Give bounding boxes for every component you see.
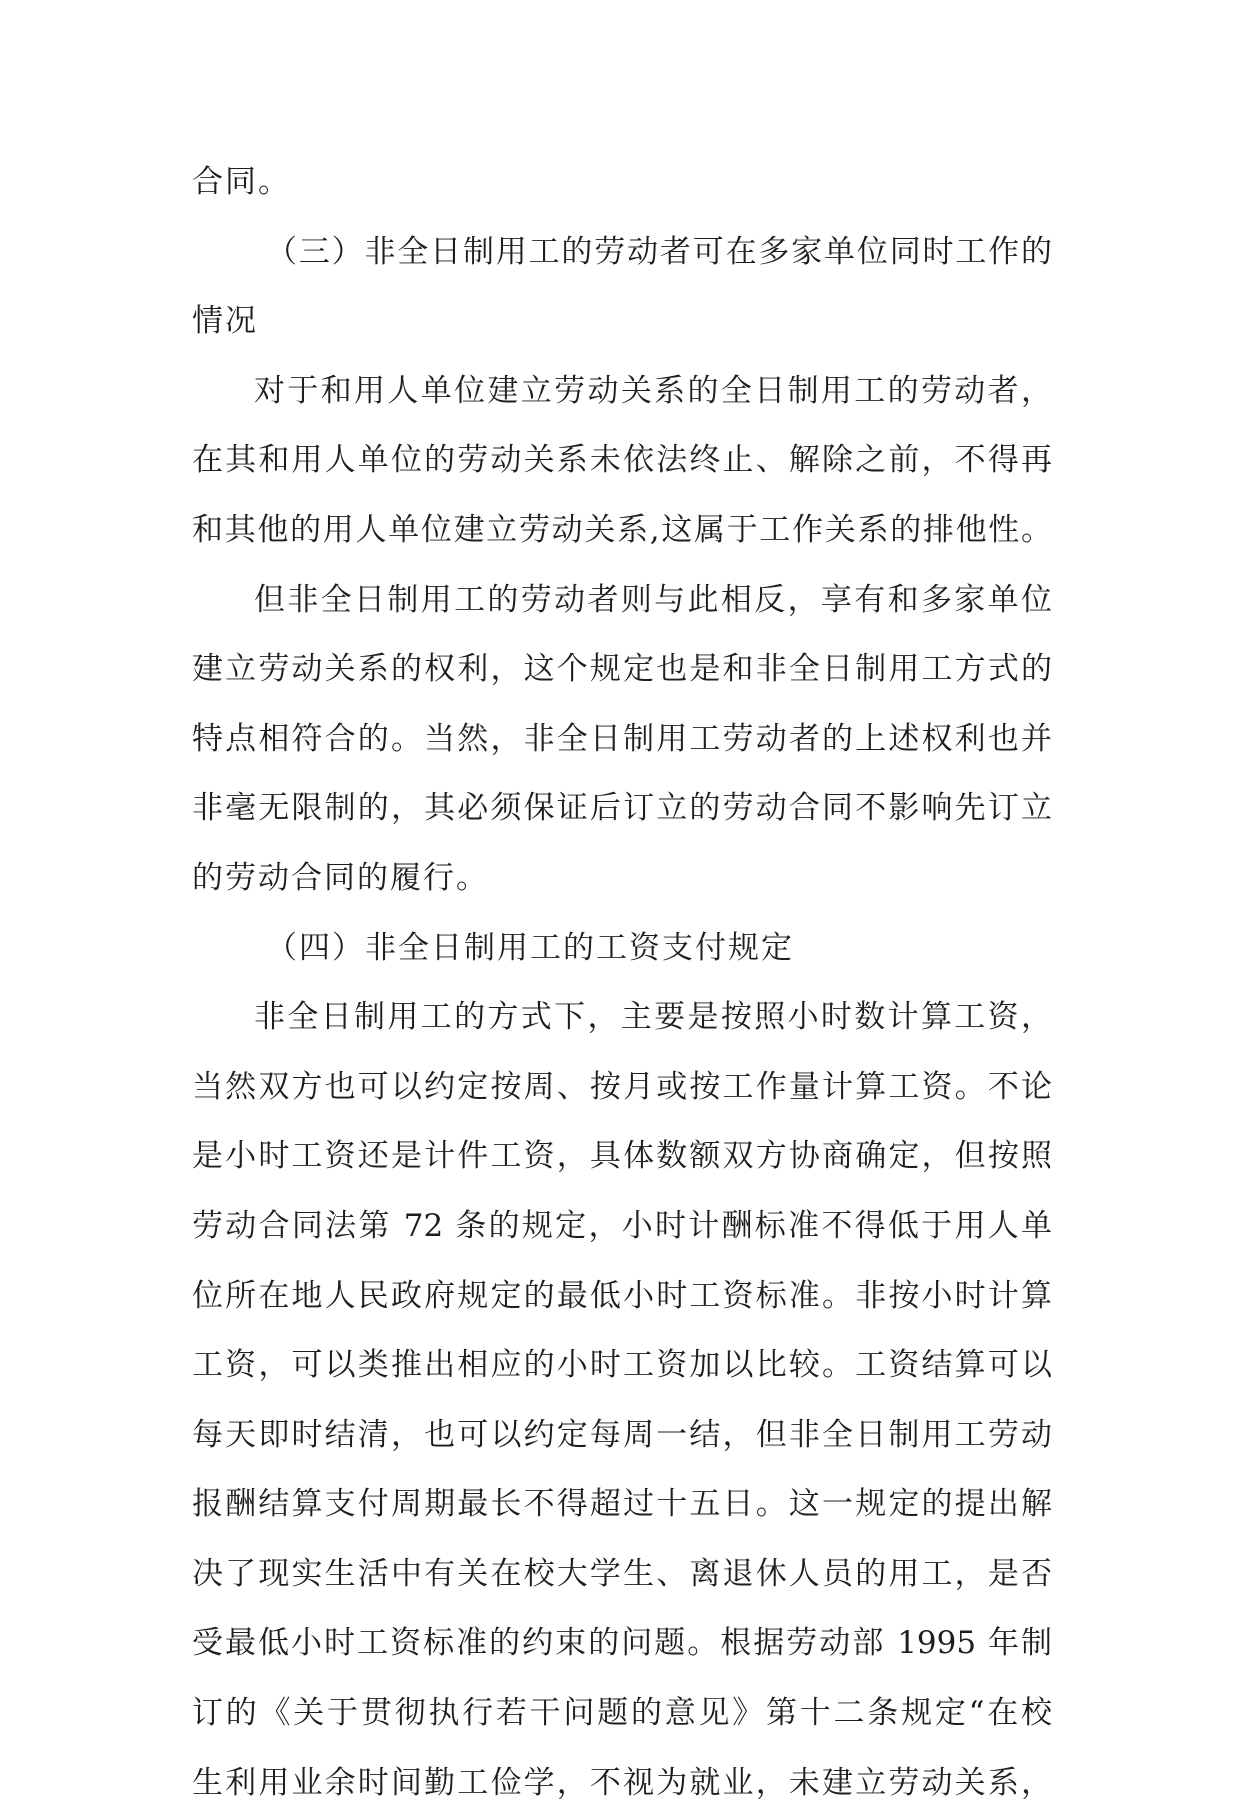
text-line: 劳动合同法第 72 条的规定，小时计酬标准不得低于用人单 xyxy=(192,1207,1052,1244)
text-line: 当然双方也可以约定按周、按月或按工作量计算工资。不论 xyxy=(192,1068,1052,1105)
paragraph-start: 非全日制用工的方式下，主要是按照小时数计算工资， xyxy=(254,999,1052,1036)
text-line: 位所在地人民政府规定的最低小时工资标准。非按小时计算 xyxy=(192,1277,1052,1314)
text-line: 工资，可以类推出相应的小时工资加以比较。工资结算可以 xyxy=(192,1347,1052,1384)
paragraph-start: 但非全日制用工的劳动者则与此相反，享有和多家单位 xyxy=(254,581,1052,618)
text-line: 受最低小时工资标准的约束的问题。根据劳动部 1995 年制 xyxy=(192,1625,1052,1662)
text-line: 是小时工资还是计件工资，具体数额双方协商确定，但按照 xyxy=(192,1138,1052,1175)
section-heading-4: （四）非全日制用工的工资支付规定 xyxy=(266,929,794,966)
text-line: 建立劳动关系的权利，这个规定也是和非全日制用工方式的 xyxy=(192,651,1052,688)
paragraph-start: 对于和用人单位建立劳动关系的全日制用工的劳动者， xyxy=(254,372,1052,409)
text-line: 在其和用人单位的劳动关系未依法终止、解除之前，不得再 xyxy=(192,442,1052,479)
text-line: 生利用业余时间勤工俭学，不视为就业，未建立劳动关系， xyxy=(192,1764,1052,1801)
text-line: 订的《关于贯彻执行若干问题的意见》第十二条规定“在校 xyxy=(192,1695,1052,1732)
text-line: 决了现实生活中有关在校大学生、离退休人员的用工，是否 xyxy=(192,1555,1052,1592)
text-line: 非毫无限制的，其必须保证后订立的劳动合同不影响先订立 xyxy=(192,790,1052,827)
text-line: 报酬结算支付周期最长不得超过十五日。这一规定的提出解 xyxy=(192,1486,1052,1523)
text-line: 和其他的用人单位建立劳动关系,这属于工作关系的排他性。 xyxy=(192,511,1052,548)
text-line: 特点相符合的。当然，非全日制用工劳动者的上述权利也并 xyxy=(192,720,1052,757)
body-text xyxy=(192,148,1052,1818)
text-line: 合同。 xyxy=(192,164,291,200)
text-line: 情况 xyxy=(192,303,258,340)
section-heading-3: （三）非全日制用工的劳动者可在多家单位同时工作的 xyxy=(266,233,1052,270)
text-line: 每天即时结清，也可以约定每周一结，但非全日制用工劳动 xyxy=(192,1416,1052,1453)
text-line: 的劳动合同的履行。 xyxy=(192,859,489,896)
